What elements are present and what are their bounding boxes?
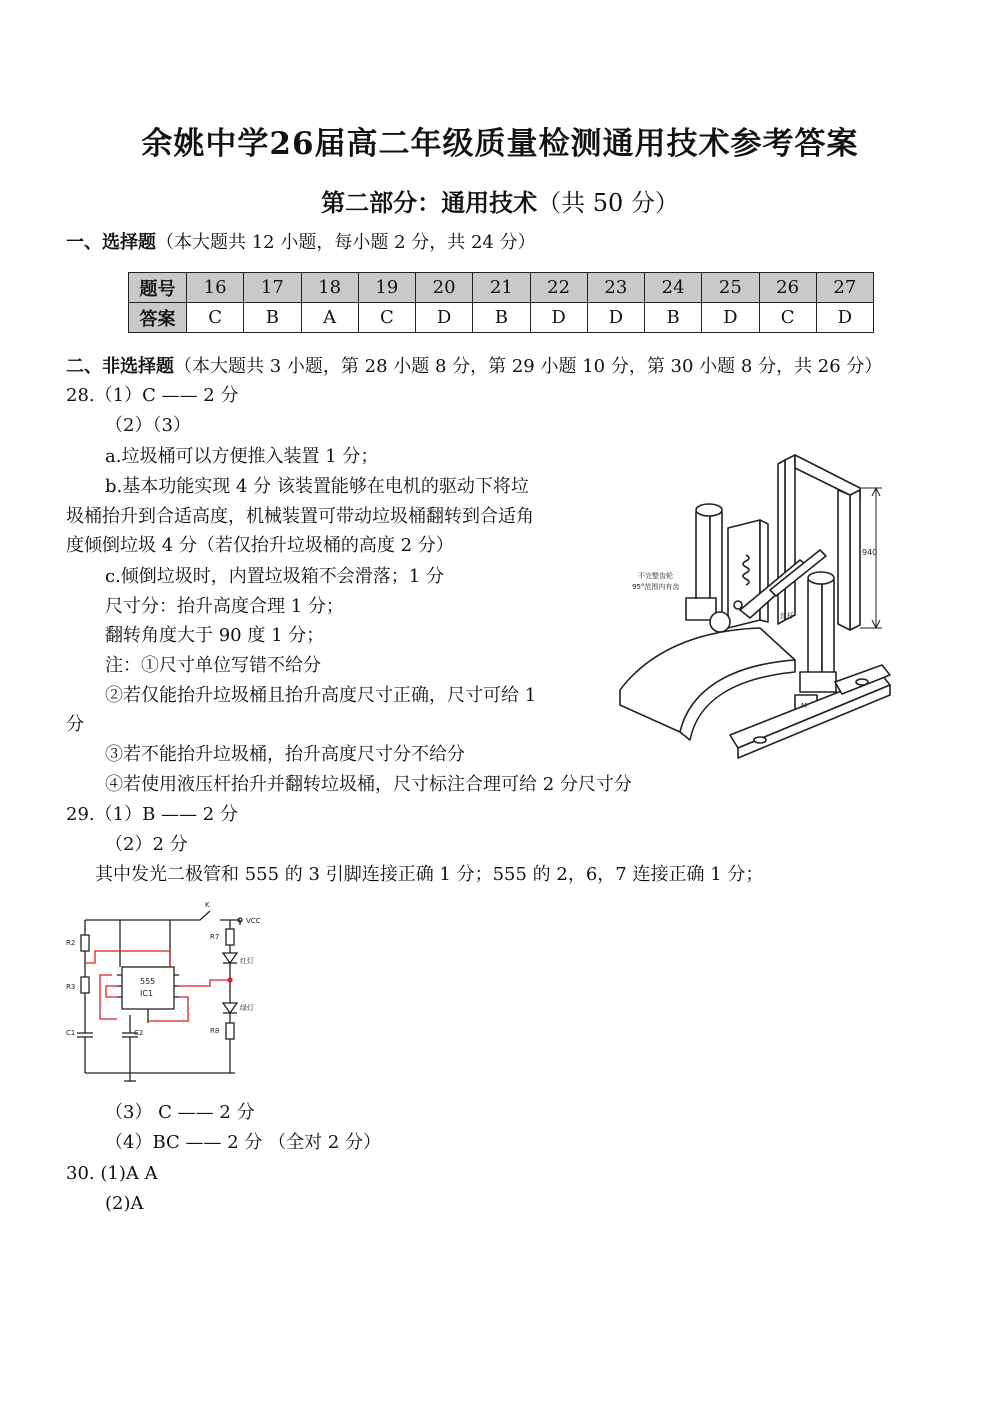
section2-heading: 二、非选择题 bbox=[66, 356, 174, 377]
subtitle-main: 第二部分：通用技术 bbox=[321, 188, 538, 217]
question-number: 22 bbox=[530, 273, 587, 303]
answer-cell: D bbox=[587, 303, 644, 333]
ic-number-label: 555 bbox=[140, 977, 156, 986]
answer-line: （3） C —— 2 分 bbox=[105, 1102, 255, 1123]
answer-line: 翻转角度大于 90 度 1 分； bbox=[105, 625, 325, 646]
switch-label: K bbox=[205, 901, 210, 909]
r2-label: R2 bbox=[66, 939, 76, 947]
question-number: 19 bbox=[358, 273, 415, 303]
question-number: 20 bbox=[416, 273, 473, 303]
answer-cell: D bbox=[816, 303, 873, 333]
answer-line: 28.（1）C —— 2 分 bbox=[66, 385, 239, 406]
answer-cell: B bbox=[645, 303, 702, 333]
answer-line: b.基本功能实现 4 分 该装置能够在电机的驱动下将垃 bbox=[105, 476, 529, 497]
answer-line: ③若不能抬升垃圾桶，抬升高度尺寸分不给分 bbox=[105, 744, 465, 765]
vcc-label: VCC bbox=[246, 917, 261, 925]
answer-line: a.垃圾桶可以方便推入装置 1 分； bbox=[105, 446, 379, 467]
section1-title bbox=[66, 231, 536, 255]
answer-line: 尺寸分：抬升高度合理 1 分； bbox=[105, 596, 344, 617]
row-label-answer: 答案 bbox=[129, 303, 187, 333]
section2-note: （本大题共 3 小题，第 28 小题 8 分，第 29 小题 10 分，第 30 小题 8 分，共 26 分） bbox=[174, 356, 883, 377]
section-subtitle bbox=[0, 183, 1000, 218]
question-number: 24 bbox=[645, 273, 702, 303]
r7-label: R7 bbox=[210, 933, 220, 941]
table-row-numbers bbox=[129, 273, 874, 303]
ic-name-label: IC1 bbox=[140, 989, 154, 998]
answer-cell: D bbox=[702, 303, 759, 333]
answer-line: 分 bbox=[66, 714, 84, 735]
answer-line: 圾桶抬升到合适高度，机械装置可带动垃圾桶翻转到合适角 bbox=[66, 506, 534, 527]
answer-cell: B bbox=[473, 303, 530, 333]
row-label-number: 题号 bbox=[129, 273, 187, 303]
c2-label: C2 bbox=[134, 1029, 144, 1037]
screw-label: 丝杆 bbox=[780, 612, 794, 620]
answer-cell: A bbox=[301, 303, 358, 333]
question-number: 17 bbox=[244, 273, 301, 303]
c1-label: C1 bbox=[66, 1029, 76, 1037]
answer-line: 其中发光二极管和 555 的 3 引脚连接正确 1 分；555 的 2，6，7 连接正确 1 分； bbox=[95, 864, 764, 885]
answer-line: ④若使用液压杆抬升并翻转垃圾桶，尺寸标注合理可给 2 分尺寸分 bbox=[105, 774, 632, 795]
r8-label: R8 bbox=[210, 1027, 220, 1035]
answer-line: 29.（1）B —— 2 分 bbox=[66, 804, 238, 825]
question-number: 18 bbox=[301, 273, 358, 303]
height-dimension-label: 940 bbox=[862, 548, 878, 557]
subtitle-score: （共 50 分） bbox=[537, 189, 679, 217]
gear-note-label: 95°范围内有齿 bbox=[632, 583, 680, 591]
answer-line: （2）2 分 bbox=[105, 834, 188, 855]
answer-line: （2）（3） bbox=[105, 415, 191, 436]
answer-cell: C bbox=[759, 303, 816, 333]
motor-label: M bbox=[801, 702, 808, 710]
answer-line: 度倾倒垃圾 4 分（若仅抬升垃圾桶的高度 2 分） bbox=[66, 535, 454, 556]
gear-label: 不完整齿轮 bbox=[638, 572, 673, 580]
answer-cell: B bbox=[244, 303, 301, 333]
section2-title bbox=[66, 355, 882, 379]
table-row-answers bbox=[129, 303, 874, 333]
red-led-label: 红灯 bbox=[240, 957, 254, 965]
answer-cell: D bbox=[416, 303, 473, 333]
question-number: 16 bbox=[187, 273, 244, 303]
answer-cell: C bbox=[358, 303, 415, 333]
question-number: 21 bbox=[473, 273, 530, 303]
answer-table bbox=[128, 272, 874, 333]
page-title: 余姚中学26届高二年级质量检测通用技术参考答案 bbox=[141, 126, 859, 162]
answer-line: （4）BC —— 2 分 （全对 2 分） bbox=[105, 1132, 382, 1153]
question-number: 26 bbox=[759, 273, 816, 303]
section1-note: （本大题共 12 小题，每小题 2 分，共 24 分） bbox=[156, 232, 536, 253]
answer-line: 注：①尺寸单位写错不给分 bbox=[105, 655, 321, 676]
circuit-diagram bbox=[60, 895, 290, 1085]
answer-cell: C bbox=[187, 303, 244, 333]
answer-line: c.倾倒垃圾时，内置垃圾箱不会滑落；1 分 bbox=[105, 566, 444, 587]
answer-line: 30. (1)A A bbox=[66, 1163, 158, 1184]
section1-heading: 一、选择题 bbox=[66, 232, 156, 253]
answer-line: (2)A bbox=[105, 1193, 144, 1214]
green-led-label: 绿灯 bbox=[240, 1004, 254, 1012]
question-number: 27 bbox=[816, 273, 873, 303]
answer-line: ②若仅能抬升垃圾桶且抬升高度尺寸正确，尺寸可给 1 bbox=[105, 685, 537, 706]
question-number: 23 bbox=[587, 273, 644, 303]
lifting-device-figure bbox=[610, 450, 900, 770]
r3-label: R3 bbox=[66, 983, 76, 991]
answer-cell: D bbox=[530, 303, 587, 333]
question-number: 25 bbox=[702, 273, 759, 303]
